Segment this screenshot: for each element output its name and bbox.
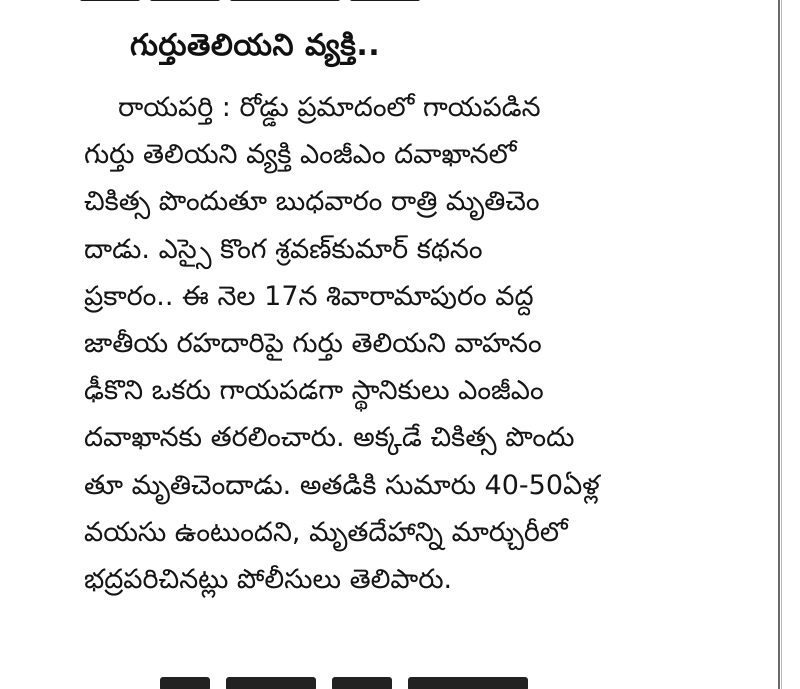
article-body <box>84 84 746 603</box>
article-line: ఢీకొని ఒకరు గాయపడగా స్థానికులు ఎంజీఎం <box>84 375 544 407</box>
article-line: రాయపర్తి : రోడ్డు ప్రమాదంలో గాయపడిన <box>118 92 541 123</box>
article-line: భద్రపరిచినట్లు పోలీసులు తెలిపారు. <box>84 563 453 595</box>
article-line: ప్రకారం.. ఈ నెల 17న శివారామాపురం వద్ద <box>84 280 534 312</box>
article-line: దవాఖానకు తరలించారు. అక్కడే చికిత్స పొందు <box>84 422 575 454</box>
article-headline: గుర్తుతెలియని వ్యక్తి.. <box>130 28 381 63</box>
article-line: వయసు ఉంటుందని, మృతదేహాన్ని మార్చురీలో <box>84 516 568 548</box>
cropped-previous-headline <box>80 0 440 12</box>
article-line: జాతీయ రహదారిపై గుర్తు తెలియని వాహనం <box>84 327 542 359</box>
column-rule <box>778 0 780 689</box>
article-line: తూ మృతిచెందాడు. అతడికి సుమారు 40-50ఏళ్ల <box>84 469 600 501</box>
cropped-next-headline <box>160 676 580 689</box>
article-line: దాడు. ఎస్సై కొంగ శ్రవణ్‌కుమార్ కథనం <box>84 233 483 265</box>
article-line: గుర్తు తెలియని వ్యక్తి ఎంజీఎం దవాఖానలో <box>84 139 517 171</box>
column-rule-shadow <box>781 0 782 689</box>
article-line: చికిత్స పొందుతూ బుధవారం రాత్రి మృతిచెం <box>84 186 540 218</box>
